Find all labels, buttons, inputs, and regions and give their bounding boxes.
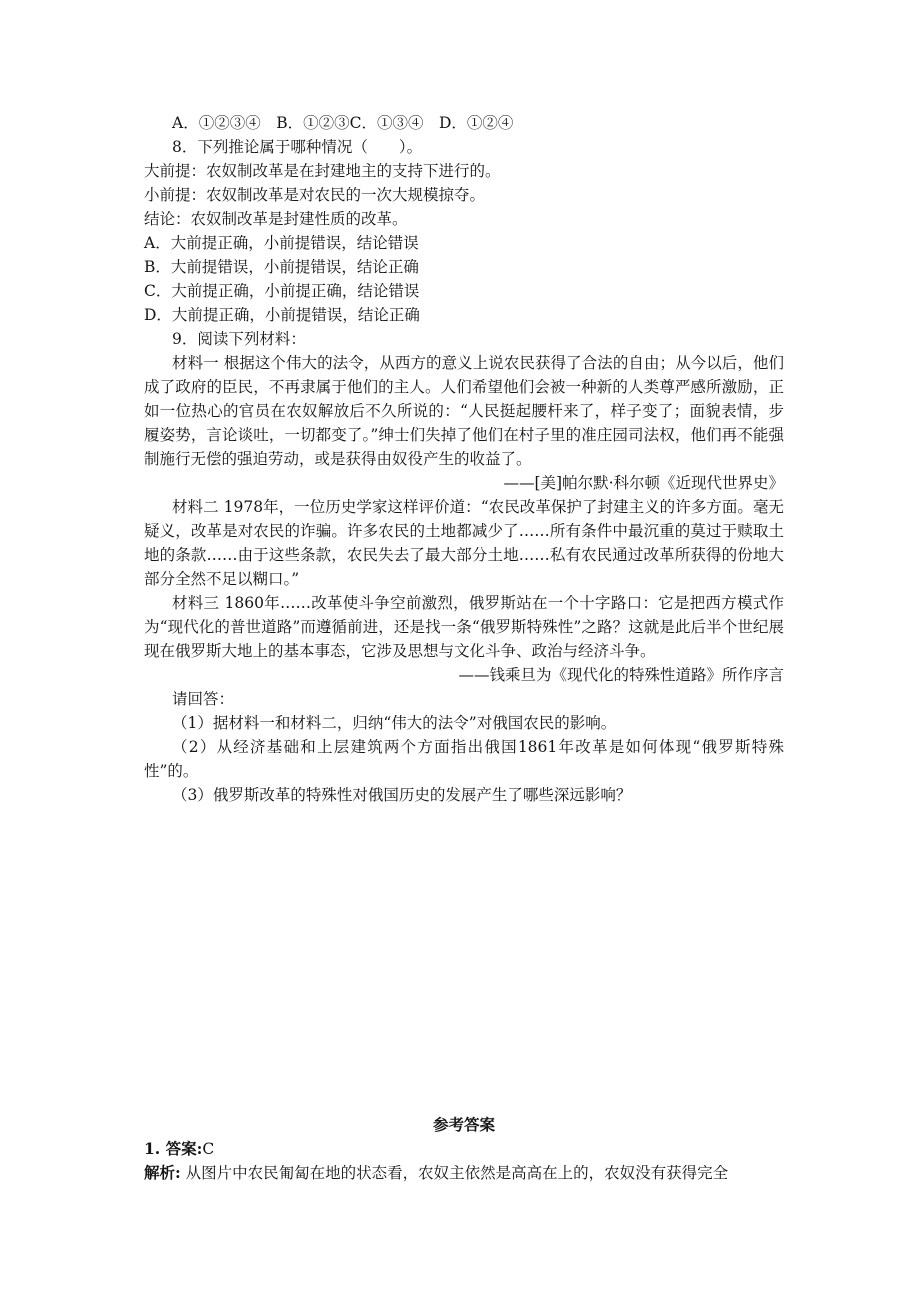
answer-1-label: 1. 答案: — [144, 1139, 203, 1158]
q9-question-1: （1）据材料一和材料二，归纳“伟大的法令”对俄国农民的影响。 — [172, 714, 617, 732]
q8-minor-premise: 小前提：农奴制改革是对农民的一次大规模掠夺。 — [144, 186, 486, 204]
q8-option-b: B．大前提错误，小前提错误，结论正确 — [144, 258, 419, 276]
analysis-text: 从图片中农民匍匐在地的状态看，农奴主依然是高高在上的，农奴没有获得完全 — [180, 1164, 729, 1182]
q8-option-d: D．大前提正确，小前提错误，结论正确 — [144, 306, 420, 324]
blank-space — [144, 807, 784, 1113]
q9-material-two: 材料二 1978年，一位历史学家这样评价道：“农民改革保护了封建主义的许多方面。毫无疑义，改革是对农民的诈骗。许多农民的土地都减少了……所有条件中最沉重的莫过于赎取土地的条款……由于这些条款，农民失去了最大部分土地……私有农民通过改革所获得的份地大部分全然不足以糊口。” — [144, 498, 784, 588]
answer-1-value: C — [202, 1140, 215, 1158]
q8-major-premise: 大前提：农奴制改革是在封建地主的支持下进行的。 — [144, 162, 501, 180]
q9-material-three-source: ——钱乘旦为《现代化的特殊性道路》所作序言 — [458, 666, 784, 684]
q9-question-3: （3）俄罗斯改革的特殊性对俄国历史的发展产生了哪些深远影响？ — [172, 786, 632, 804]
q9-prompt: 请回答： — [172, 690, 235, 708]
q9-stem: 9．阅读下列材料： — [172, 330, 306, 348]
q9-question-2: （2）从经济基础和上层建筑两个方面指出俄国1861年改革是如何体现“俄罗斯特殊性”的。 — [144, 738, 784, 780]
q8-stem: 8．下列推论属于哪种情况（ ）。 — [172, 138, 423, 156]
q7-options: A．①②③④ B．①②③C．①③④ D．①②④ — [172, 114, 514, 132]
q9-material-three: 材料三 1860年……改革使斗争空前激烈，俄罗斯站在一个十字路口：它是把西方模式作为“现代化的普世道路”而遵循前进，还是找一条“俄罗斯特殊性”之路？这就是此后半个世纪展现在俄罗斯大地上的基本事态，它涉及思想与文化斗争、政治与经济斗争。 — [144, 594, 784, 660]
answers-heading: 参考答案 — [432, 1115, 495, 1134]
q8-conclusion: 结论：农奴制改革是封建性质的改革。 — [144, 210, 408, 228]
document-body — [144, 111, 784, 1185]
q8-option-c: C．大前提正确，小前提正确，结论错误 — [144, 282, 420, 300]
q9-material-one: 材料一 根据这个伟大的法令，从西方的意义上说农民获得了合法的自由；从今以后，他们成了政府的臣民，不再隶属于他们的主人。人们希望他们会被一种新的人类尊严感所激励，正如一位热心的官员在农奴解放后不久所说的：“人民挺起腰杆来了，样子变了；面貌表情，步履姿势，言论谈吐，一切都变了。”绅士们失掉了他们在村子里的准庄园司法权，他们再不能强制施行无偿的强迫劳动，或是获得由奴役产生的收益了。 — [144, 354, 784, 468]
answer-1 — [144, 1137, 784, 1161]
analysis-line — [144, 1161, 784, 1185]
analysis-label: 解析: — [144, 1163, 181, 1182]
q8-option-a: A．大前提正确，小前提错误，结论错误 — [144, 234, 419, 252]
q9-material-one-source: ——[美]帕尔默·科尔顿《近现代世界史》 — [503, 474, 784, 492]
